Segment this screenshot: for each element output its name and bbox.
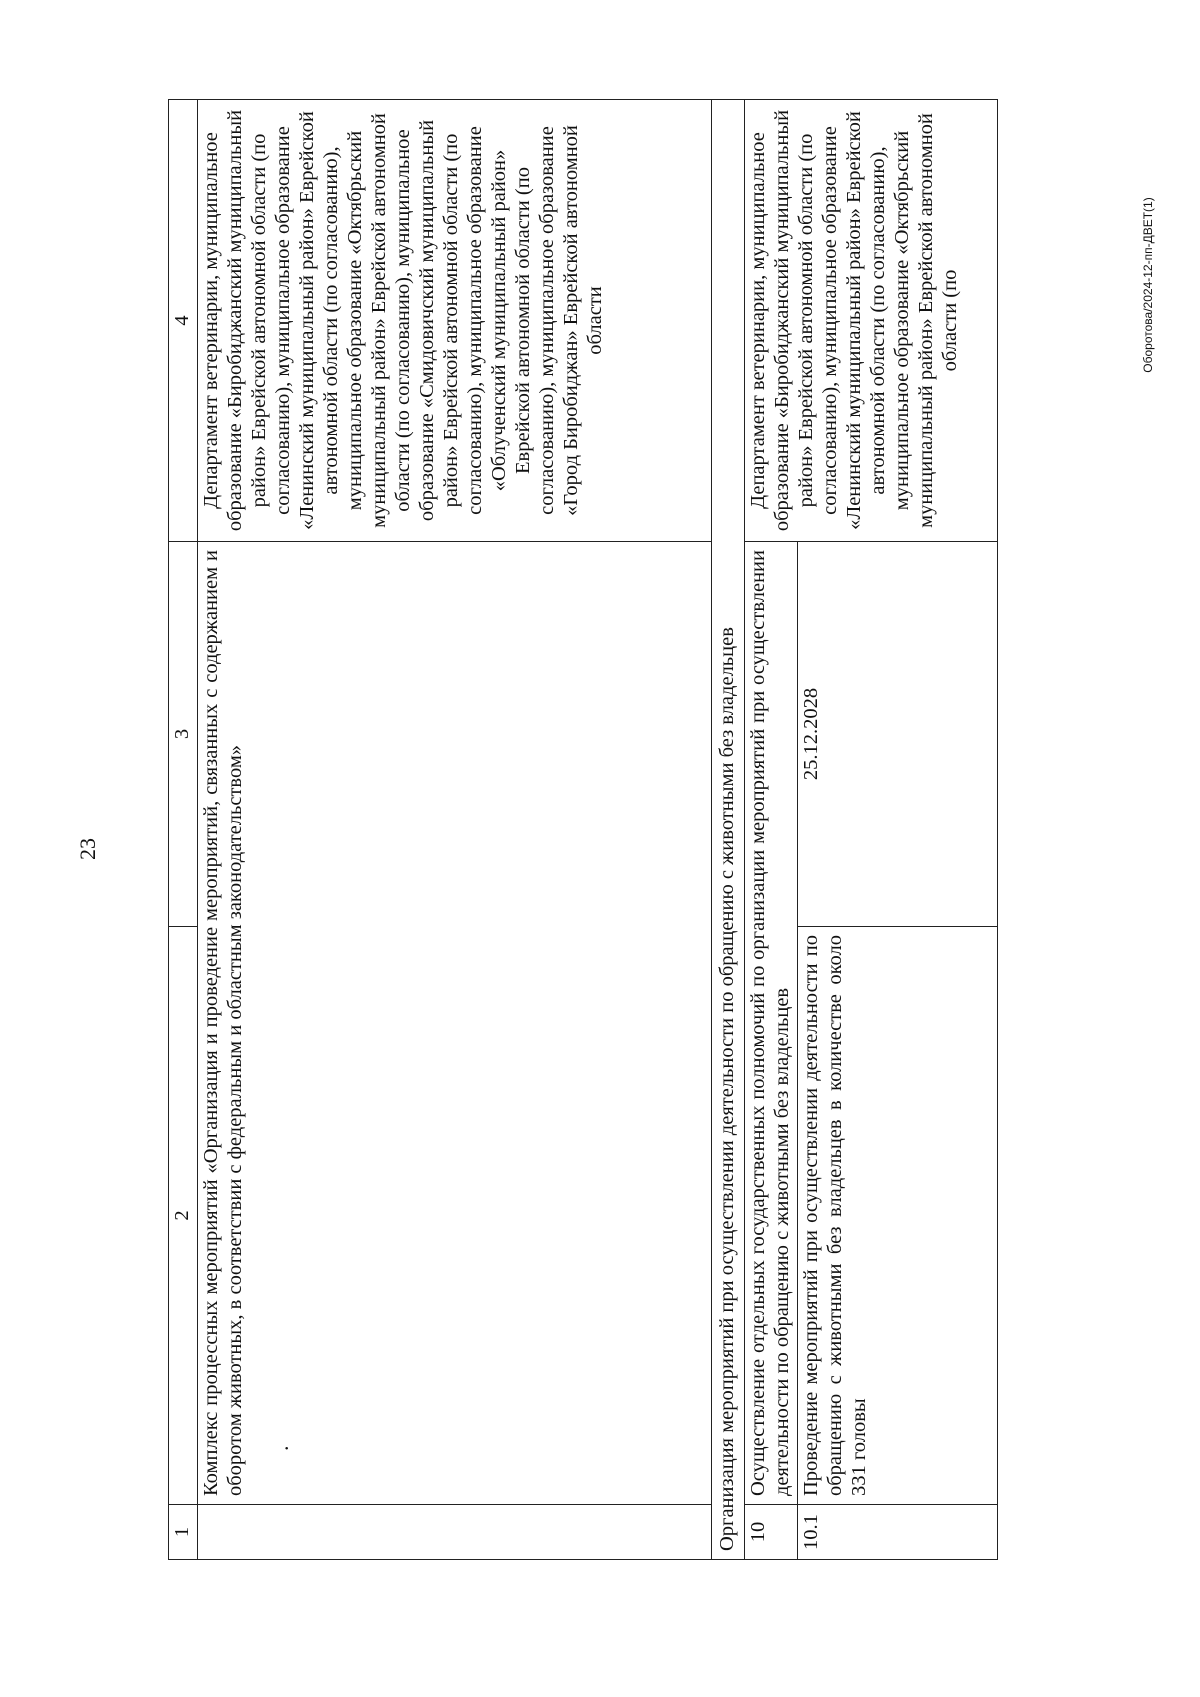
row-10-1-text: Проведение мероприятий при осуществлении деятельности по обращению с животными без владельцев в количестве около 331 головы xyxy=(797,927,997,1505)
header-cell-3: 3 xyxy=(169,542,198,927)
document-footer: Оборотова/2024-12-пп-ДВЕТ(1) xyxy=(1141,197,1155,373)
row-10 xyxy=(744,100,797,1560)
complex-row xyxy=(197,100,711,1560)
header-cell-2: 2 xyxy=(169,927,198,1505)
table-header-row xyxy=(169,100,198,1560)
row-10-text: Осуществление отдельных государственных полномочий по организации мероприятий при осуществлении деятельности по обращению с животными без владельцев xyxy=(744,542,797,1505)
section-title-cell: Организация мероприятий при осуществлении деятельности по обращению с животными без владельцев xyxy=(711,100,744,1560)
section-row xyxy=(711,100,744,1560)
complex-responsible-cell: Департамент ветеринарии, муниципальное образование «Биробиджанский муниципальный район» Еврейской автономной области (по согласованию), муниципальное образование «Ленинский муниципальный район» Еврейской автономной области (по согласованию), муниципальное образование «Октябрьский муниципальный район» Еврейской автономной области (по согласованию), муниципальное образование «Смидовичский муниципальный район» Еврейской автономной области (по согласованию), муниципальное образование «Облученский муниципальный район» Еврейской автономной области (по согласованию), муниципальное образование «Город Биробиджан» Еврейской автономной области xyxy=(197,100,711,542)
complex-text-cell: Комплекс процессных мероприятий «Организация и проведение мероприятий, связанных с содержанием и оборотом животных, в соответствии с федеральным и областным законодательством» xyxy=(197,542,711,1505)
header-cell-1: 1 xyxy=(169,1505,198,1560)
row-10-responsible: Департамент ветеринарии, муниципальное образование «Биробиджанский муниципальный район» Еврейской автономной области (по согласованию), муниципальное образование «Ленинский муниципальный район» Еврейской автономной области (по согласованию), муниципальное образование «Октябрьский муниципальный район» Еврейской автономной области (по xyxy=(744,100,997,542)
header-cell-4: 4 xyxy=(169,100,198,542)
row-10-1-num: 10.1 xyxy=(797,1505,997,1560)
rotated-table-wrapper xyxy=(168,100,1078,1560)
row-10-1-date: 25.12.2028 xyxy=(797,542,997,927)
complex-num-cell: . xyxy=(197,1505,711,1560)
page-number: 23 xyxy=(75,838,100,860)
row-10-num: 10 xyxy=(744,1505,797,1560)
measures-table xyxy=(168,99,998,1560)
